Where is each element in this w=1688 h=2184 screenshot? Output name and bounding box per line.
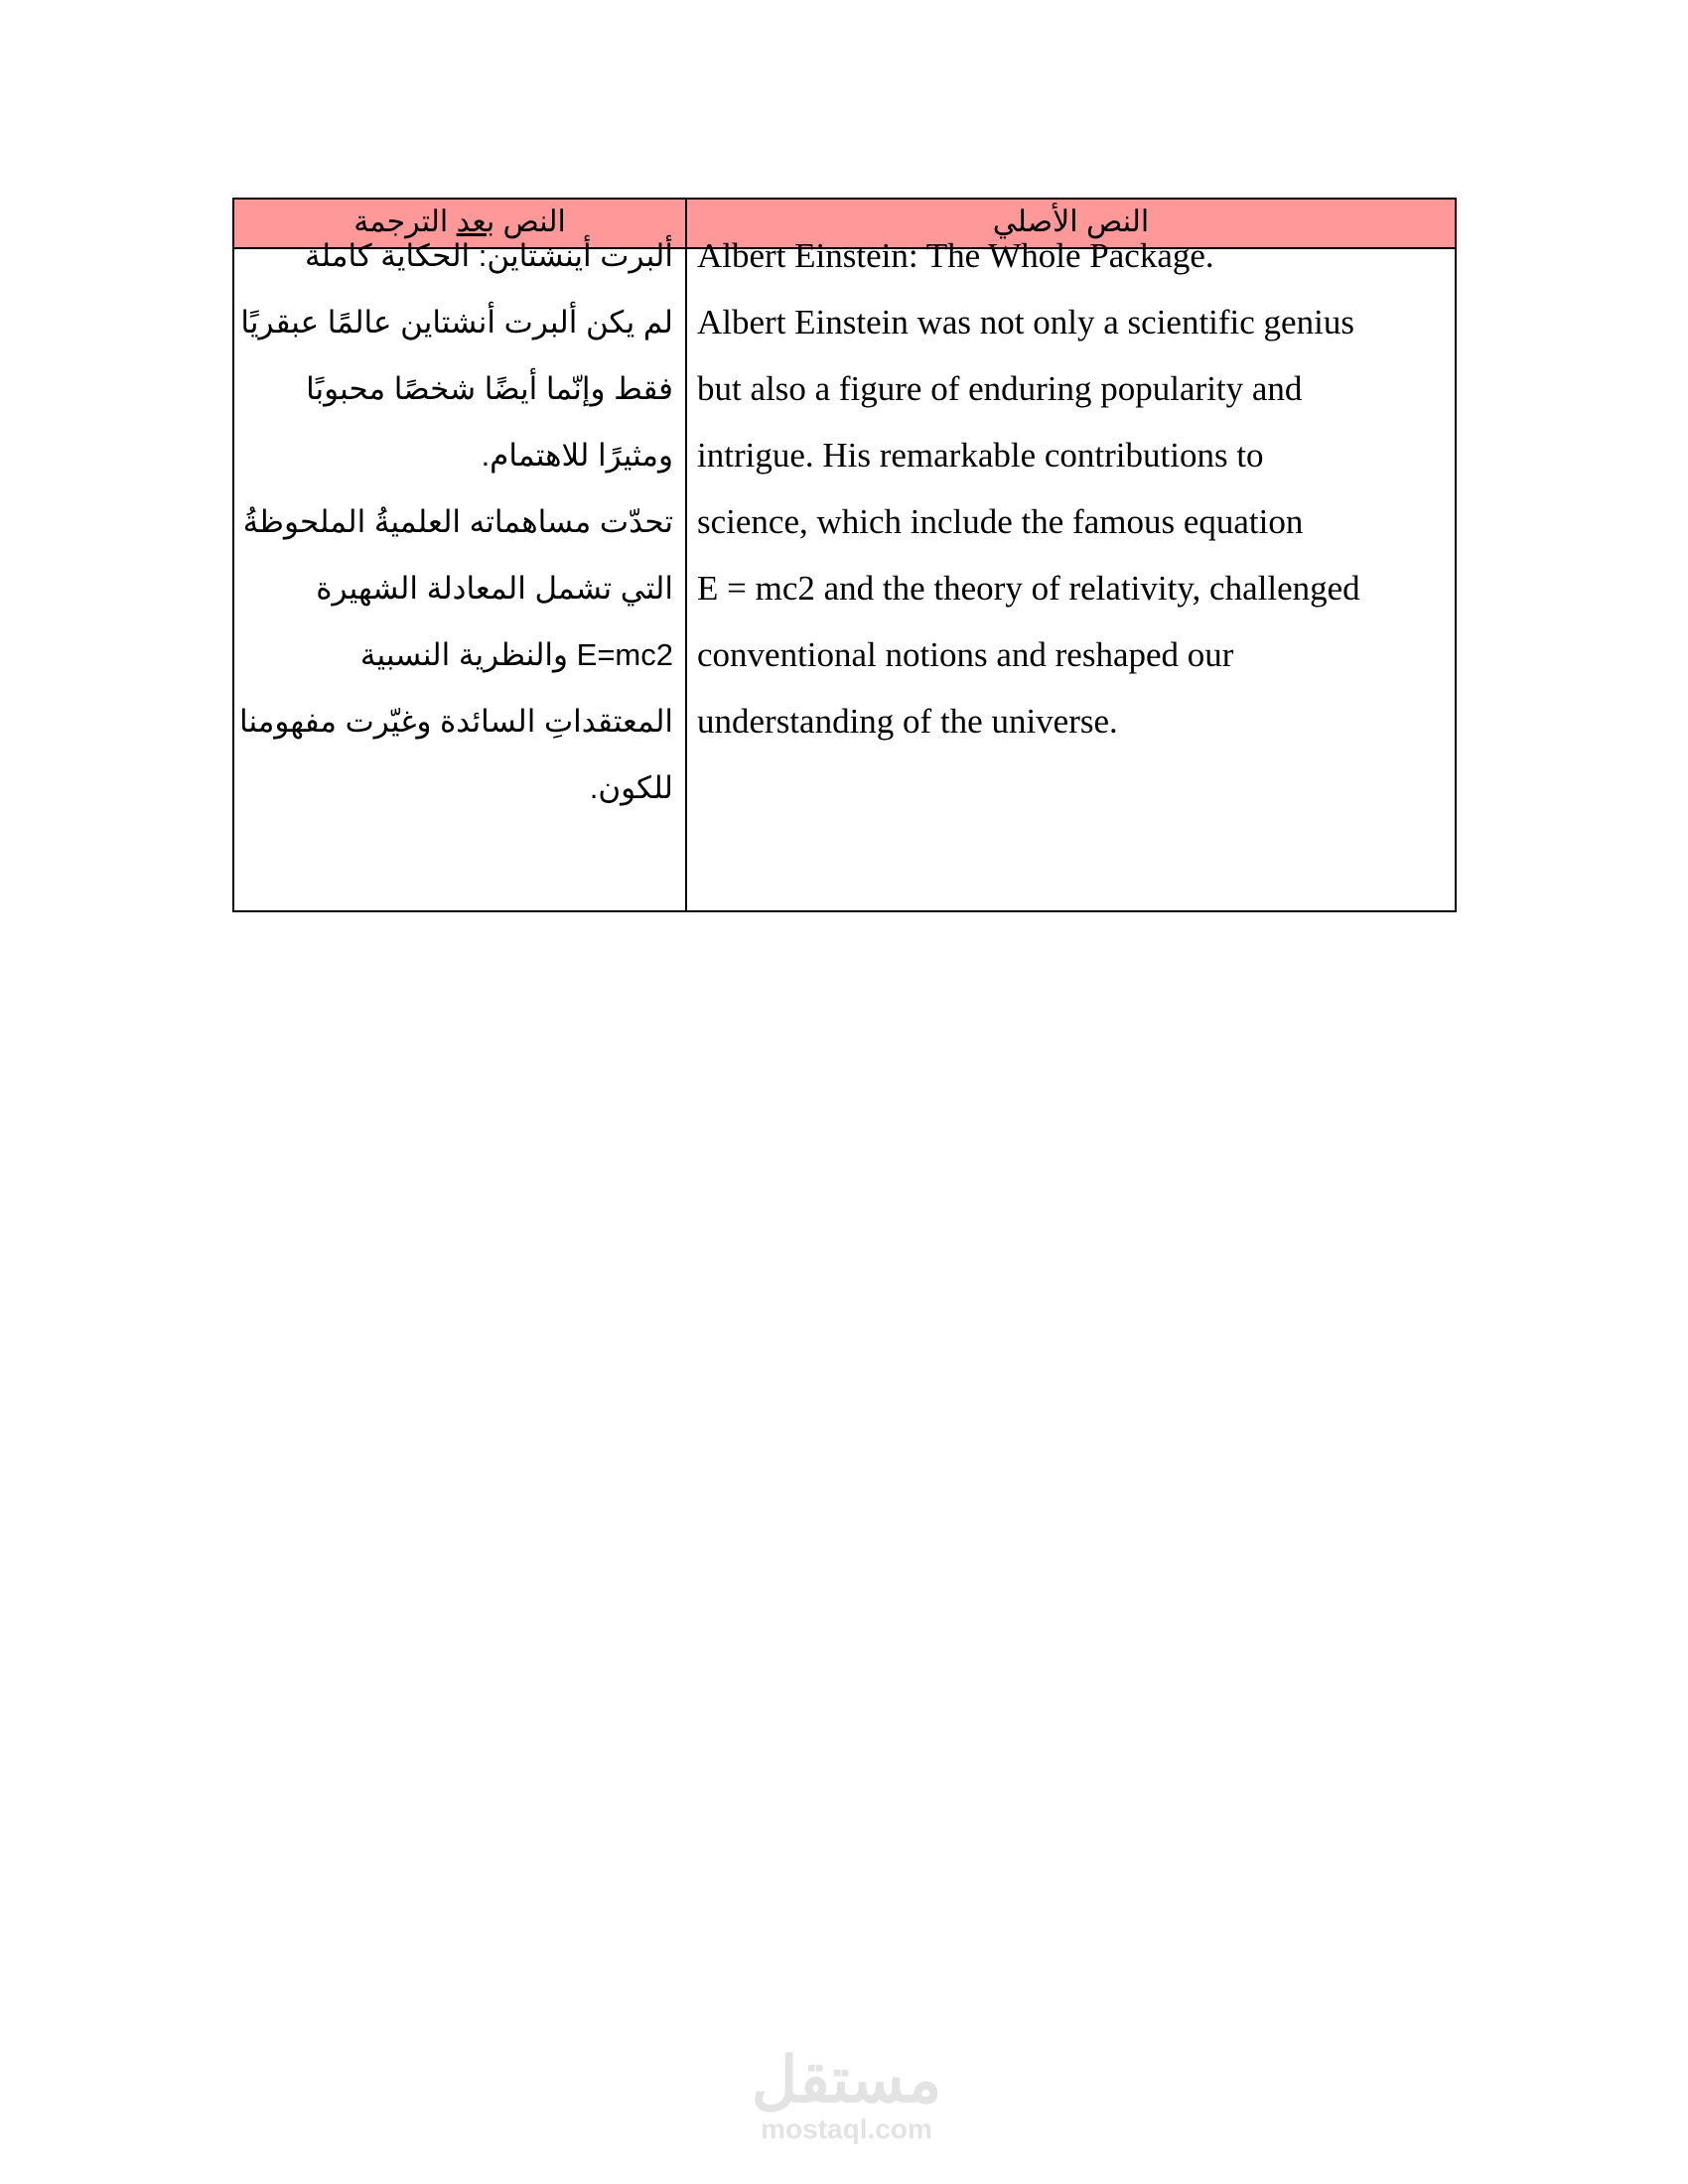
original-line: Albert Einstein was not only a scientific genius (697, 303, 1354, 341)
original-cell (697, 235, 1449, 754)
translation-line: التي تشمل المعادلة الشهيرة (316, 571, 673, 606)
original-line: understanding of the universe. (697, 702, 1118, 741)
original-line: E = mc2 and the theory of relativity, challenged (697, 569, 1360, 608)
original-line: conventional notions and reshaped our (697, 635, 1234, 674)
translation-line: للكون. (589, 770, 673, 805)
translation-cell (239, 235, 673, 821)
translation-line: ألبرت أينشتاين: الحكاية كاملة (304, 238, 673, 273)
watermark-logo: مستقل (751, 2044, 942, 2116)
translation-line: المعتقداتِ السائدة وغيّرت مفهومنا (239, 704, 673, 739)
mostaql-watermark (745, 2045, 948, 2144)
translation-table (232, 198, 1457, 912)
original-line: Albert Einstein: The Whole Package. (697, 236, 1214, 275)
original-line: science, which include the famous equation (697, 502, 1304, 541)
translation-line: لم يكن ألبرت أنشتاين عالمًا عبقريًا (240, 305, 673, 340)
translation-line: تحدّت مساهماته العلميةُ الملحوظةُ (242, 504, 673, 539)
translation-line: E=mc2 والنظرية النسبية (359, 637, 673, 672)
column-divider (685, 200, 687, 910)
original-line: intrigue. His remarkable contributions to (697, 436, 1264, 475)
header-original-text: النص الأصلي (992, 205, 1150, 238)
translation-line: ومثيرًا للاهتمام. (481, 438, 673, 473)
header-part-underlined: بعد (456, 205, 495, 238)
header-part: الترجمة (353, 205, 457, 238)
translation-line: فقط وإنّما أيضًا شخصًا محبوبًا (306, 371, 673, 406)
header-part: النص (494, 205, 566, 238)
original-line: but also a figure of enduring popularity and (697, 369, 1303, 408)
watermark-url: mostaql.com (761, 2114, 932, 2144)
